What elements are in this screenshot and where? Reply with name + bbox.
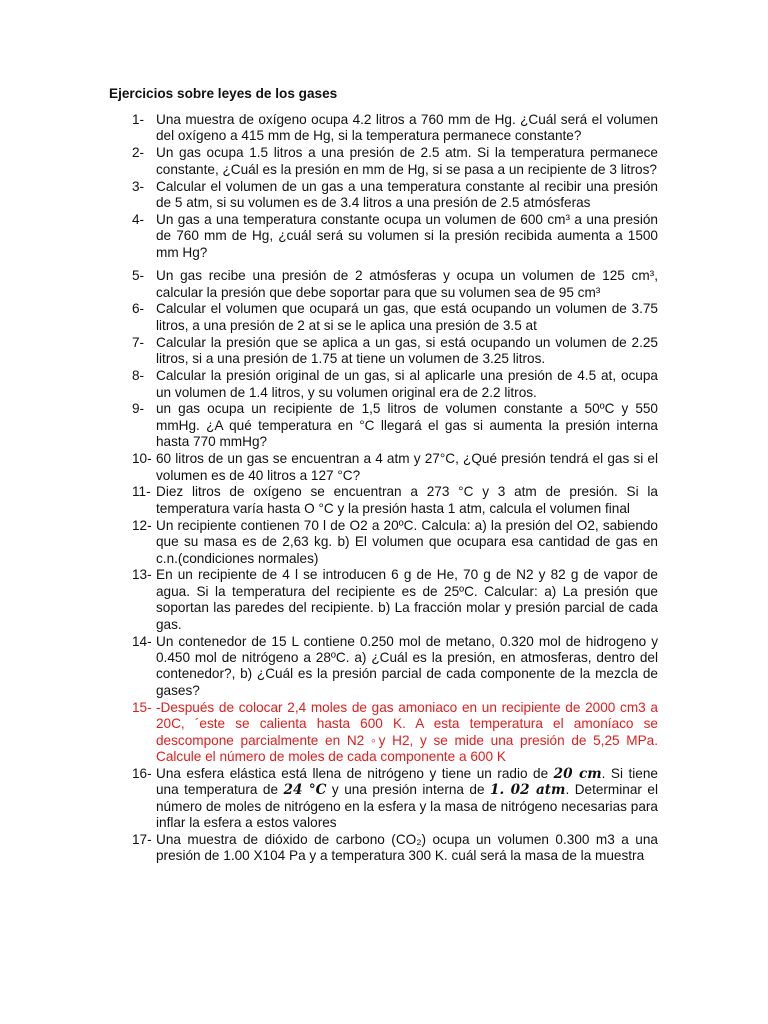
exercise-number: 14- (132, 633, 152, 649)
exercise-number: 16- (132, 765, 152, 781)
exercise-item-7 (110, 335, 658, 368)
exercise-text: 60 litros de un gas se encuentran a 4 atm y 27°C, ¿Qué presión tendrá el gas si el volumen es de 40 litros a 127 °C? (156, 451, 658, 483)
exercise-text: Una muestra de dióxido de carbono (CO₂) ocupa un volumen 0.300 m3 a una presión de 1.00 X104 Pa y a temperatura 300 K. cuál será la masa de la muestra (156, 831, 658, 864)
exercise-text: -Después de colocar 2,4 moles de gas amoniaco en un recipiente de 2000 cm3 a 20C, ´este se calienta hasta 600 K. A esta temperatura el amoníaco se descompone parcialmente en N2 ◦y H2, y se mide una presión de 5,25 MPa. Calcule el número de moles de cada componente a 600 K (156, 699, 658, 764)
exercise-text: Diez litros de oxígeno se encuentran a 273 °C y 3 atm de presión. Si la temperatura varía hasta O °C y la presión hasta 1 atm, calcula el volumen final (156, 484, 658, 516)
exercise-item-16 (110, 766, 658, 832)
exercise-item-10 (110, 451, 658, 484)
exercise-item-9 (110, 401, 658, 450)
exercise-item-13 (110, 567, 658, 633)
exercise-text: Calcular la presión original de un gas, si al aplicarle una presión de 4.5 at, ocupa un volumen de 1.4 litros, y su volumen original era de 2.2 litros. (156, 368, 658, 400)
exercise-item-4 (110, 212, 658, 261)
exercise-text: En un recipiente de 4 l se introducen 6 g de He, 70 g de N2 y 82 g de vapor de agua. Si la temperatura del recipiente es de 25ºC. Calcular: a) La presión que soportan las paredes del recipiente. b) La fracción molar y presión parcial de cada gas. (156, 567, 658, 632)
exercise-number: 8- (132, 368, 145, 384)
exercise-text: Calcular la presión que se aplica a un gas, si está ocupando un volumen de 2.25 litros, si a una presión de 1.75 at tiene un volumen de 3.25 litros. (156, 334, 658, 367)
exercise-number: 13- (132, 567, 152, 583)
exercise-text: Un gas recibe una presión de 2 atmósferas y ocupa un volumen de 125 cm³, calcular la presión que debe soportar para que su volumen sea de 95 cm³ (156, 268, 658, 300)
exercise-text: Un contenedor de 15 L contiene 0.250 mol de metano, 0.320 mol de hidrogeno y 0.450 mol de nitrógeno a 28ºC. a) ¿Cuál es la presión, en atmosferas, dentro del contenedor?, b) ¿Cuál es la presión parcial de cada componente de la mezcla de gases? (156, 633, 658, 698)
exercise-item-3 (110, 179, 658, 212)
exercise-item-5 (110, 268, 658, 301)
exercise-item-8 (110, 368, 658, 401)
exercise-text: Calcular el volumen que ocupará un gas, que está ocupando un volumen de 3.75 litros, a una presión de 2 at si se le aplica una presión de 3.5 at (156, 301, 658, 333)
exercise-number: 12- (132, 517, 152, 533)
exercise-text (156, 766, 658, 832)
exercise-number: 15- (132, 699, 152, 715)
math-pressure: 1. 02 𝒂𝒕𝒎 (490, 782, 566, 799)
exercise-number: 1- (132, 112, 145, 127)
exercise-text: Un gas a una temperatura constante ocupa un volumen de 600 cm³ a una presión de 760 mm de Hg, ¿cuál será su volumen si la presión recibida aumenta a 1500 mm Hg? (156, 211, 658, 260)
math-radius: 20 𝒄𝒎 (553, 765, 602, 782)
exercise-text-part: y una presión interna de (326, 782, 491, 798)
exercise-text-part: . Si tiene una temperatura de (156, 765, 658, 798)
math-temperature: 24 °𝑪 (283, 782, 327, 799)
exercise-number: 11- (132, 484, 151, 500)
exercise-number: 2- (132, 145, 145, 161)
exercise-item-1 (110, 112, 658, 145)
exercise-number: 3- (132, 178, 145, 194)
exercise-item-6 (110, 301, 658, 334)
exercise-text: Un recipiente contienen 70 l de O2 a 20ºC. Calcula: a) la presión del O2, sabiendo que su masa es de 2,63 kg. b) El volumen que ocupara esa cantidad de gas en c.n.(condiciones normales) (156, 517, 658, 566)
document-title: Ejercicios sobre leyes de los gases (109, 86, 338, 101)
exercise-number: 6- (132, 301, 145, 317)
exercise-item-11 (110, 484, 658, 517)
exercise-number: 5- (132, 268, 145, 284)
exercise-number: 7- (132, 334, 145, 350)
exercise-item-14 (110, 634, 658, 700)
exercise-number: 4- (132, 211, 145, 227)
exercise-text: Calcular el volumen de un gas a una temperatura constante al recibir una presión de 5 atm, si su volumen es de 3.4 litros a una presión de 2.5 atmósferas (156, 178, 658, 211)
exercise-number: 17- (132, 831, 152, 847)
exercise-text: un gas ocupa un recipiente de 1,5 litros de volumen constante a 50ºC y 550 mmHg. ¿A qué temperatura en °C llegará el gas si aumenta la presión interna hasta 770 mmHg? (156, 401, 658, 450)
exercise-number: 9- (132, 401, 145, 417)
exercise-text-part: Una esfera elástica está llena de nitrógeno y tiene un radio de (156, 765, 554, 781)
exercise-text-part: . Determinar el número de moles de nitrógeno en la esfera y la masa de nitrógeno necesarias para inflar la esfera a estos valores (156, 782, 658, 831)
exercise-item-12 (110, 518, 658, 567)
exercise-item-15 (110, 700, 658, 766)
exercise-item-17 (110, 832, 658, 865)
exercise-text: Una muestra de oxígeno ocupa 4.2 litros a 760 mm de Hg. ¿Cuál será el volumen del oxígeno a 415 mm de Hg, si la temperatura permanece constante? (156, 112, 658, 144)
exercise-item-2 (110, 145, 658, 178)
exercise-number: 10- (132, 451, 152, 467)
exercise-list (110, 112, 658, 865)
exercise-text: Un gas ocupa 1.5 litros a una presión de 2.5 atm. Si la temperatura permanece constante, ¿Cuál es la presión en mm de Hg, si se pasa a un recipiente de 3 litros? (156, 145, 658, 177)
